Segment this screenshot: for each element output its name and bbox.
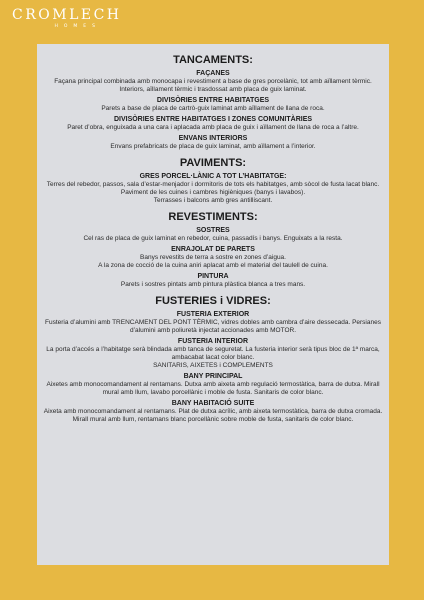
subsection-title: BANY HABITACIÓ SUITE (171, 400, 255, 407)
footer-bar (0, 565, 424, 600)
spec-section (43, 157, 383, 205)
spec-text: Envans prefabricats de placa de guix laminat, amb aïllament a l’interior. (110, 143, 316, 150)
header-bar (0, 0, 424, 44)
spec-section (43, 211, 383, 289)
spec-text: Fusteria d’alumini amb TRENCAMENT DEL PONT TÈRMIC, vidres dobles amb cambra d’aire dessecada. Persianes d’alumini amb poliuretà injectat accionades amb MOTOR. (45, 319, 381, 334)
spec-text: Aixeta amb monocomandament al rentamans. Plat de dutxa acrílic, amb aixeta termostàtica, barra de dutxa cromada. Mirall mural amb llum, rentamans blanc porcellànic sobre moble de fusta, sanitaris de color blanc. (43, 408, 383, 423)
spec-text: La porta d’accés a l’habitatge serà blindada amb tanca de seguretat. La fusteria interior serà tipus bloc de 1ª marca, ambacabat lacat color blanc. (46, 346, 380, 361)
subsection-title: DIVISÒRIES ENTRE HABITATGES (156, 97, 270, 104)
spec-text: Parets a base de placa de cartrò-guix laminat amb aïllament de llana de roca. (101, 105, 325, 112)
spec-section (43, 54, 383, 151)
section-title: TANCAMENTS: (173, 54, 253, 66)
spec-text: Terres del rebedor, passos, sala d’estar-menjador i dormitoris de tots els habitatges, amb sòcol de fusta lacat blanc. Paviment de les cuines i cambres higièniques (banys i lavabos). (46, 181, 380, 196)
brand-name: CROMLECH (12, 7, 122, 23)
subsection-title: DIVISÒRIES ENTRE HABITATGES I ZONES COMUNITÀRIES (113, 116, 313, 123)
brand-logo (12, 7, 122, 29)
subsection-title: ENRAJOLAT DE PARETS (171, 246, 255, 253)
subsection-title: ENVANS INTERIORS (178, 135, 248, 142)
spec-text: SANITARIS, AIXETES i COMPLEMENTS (153, 362, 273, 369)
subsection-title: BANY PRINCIPAL (183, 373, 243, 380)
spec-section (43, 295, 383, 424)
section-title: FUSTERIES i VIDRES: (155, 295, 271, 307)
spec-text: Façana principal combinada amb monocapa i revestiment a base de gres porcelànic, tot amb aïllament tèrmic. Interiors, aïllament tèrmic i trasdossat amb placa de guix laminat. (54, 78, 372, 93)
spec-text: Terrasses i balcons amb gres antilliscant. (153, 197, 273, 204)
subsection-title: SOSTRES (196, 227, 230, 234)
subsection-title: GRES PORCEL·LÀNIC A TOT L’HABITATGE: (139, 173, 287, 180)
section-title: REVESTIMENTS: (168, 211, 258, 223)
subsection-title: FAÇANES (196, 70, 230, 77)
spec-panel (37, 44, 389, 565)
spec-text: Aixetes amb monocomandament al rentamans. Dutxa amb aixeta amb regulació termostàtica, barra de dutxa. Mirall mural amb llum, lavabo porcellànic i moble de fusta. Sanitaris de color blanc. (46, 381, 380, 396)
spec-text: A la zona de cocció de la cuina aniri aplacat amb el material del taulell de cuina. (98, 262, 328, 269)
subsection-title: FUSTERIA EXTERIOR (176, 311, 250, 318)
subsection-title: PINTURA (197, 273, 229, 280)
spec-text: Banys revestits de terra a sostre en zones d’aigua. (140, 254, 286, 261)
section-title: PAVIMENTS: (179, 157, 247, 169)
spec-text: Parets i sostres pintats amb pintura plàstica blanca a tres mans. (120, 281, 306, 288)
brand-subtitle: HOMES (54, 24, 102, 29)
spec-text: Paret d’obra, enguixada a una cara i aplacada amb placa de guix i aïllament de llana de roca a l’altre. (67, 124, 359, 131)
subsection-title: FUSTERIA INTERIOR (177, 338, 249, 345)
spec-text: Cel ras de placa de guix laminat en rebedor, cuina, passadís i banys. Enguixats a la resta. (83, 235, 343, 242)
spec-content (37, 44, 389, 424)
